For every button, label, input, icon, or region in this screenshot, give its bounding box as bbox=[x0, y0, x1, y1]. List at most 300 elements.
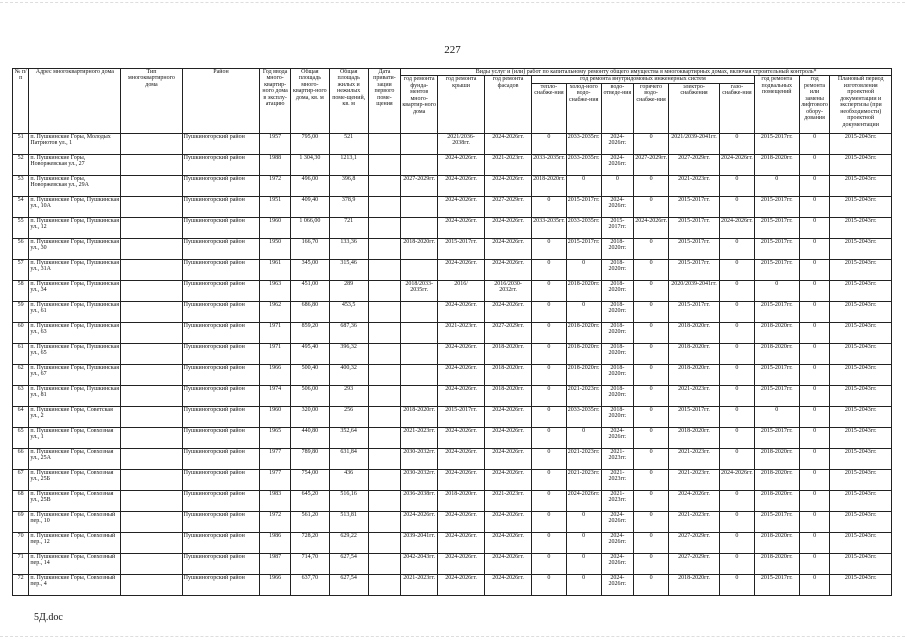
row-roof: 2024-2026гг. bbox=[438, 175, 485, 196]
row-number: 58 bbox=[13, 280, 29, 301]
row-gas: 0 bbox=[720, 196, 755, 217]
row-number: 61 bbox=[13, 343, 29, 364]
row-gas: 2024-2026гг. bbox=[720, 154, 755, 175]
row-address: п. Пушкинские Горы, Пушкинская ул., 10А bbox=[29, 196, 121, 217]
row-cold-water: 0 bbox=[566, 175, 601, 196]
row-total-area: 440,80 bbox=[290, 427, 329, 448]
row-fund: 2036-2038гг. bbox=[401, 490, 438, 511]
row-living-area: 631,84 bbox=[329, 448, 368, 469]
row-district: Пушкиногорский район bbox=[182, 259, 260, 280]
row-total-area: 859,20 bbox=[290, 322, 329, 343]
row-living-area: 293 bbox=[329, 385, 368, 406]
row-basement: 2018-2020гг. bbox=[754, 469, 799, 490]
row-privat-date bbox=[368, 490, 401, 511]
row-number: 54 bbox=[13, 196, 29, 217]
row-hot-water: 0 bbox=[634, 196, 669, 217]
header-gas: газо-снабже-ния bbox=[720, 83, 755, 133]
row-electric: 2027-2029гг. bbox=[668, 532, 719, 553]
row-cold-water: 2015-2017гг. bbox=[566, 238, 601, 259]
row-total-area: 789,80 bbox=[290, 448, 329, 469]
row-fund: 2030-2032гг. bbox=[401, 448, 438, 469]
table-row bbox=[13, 301, 892, 322]
row-basement: 2015-2017гг. bbox=[754, 196, 799, 217]
row-lift: 0 bbox=[799, 385, 830, 406]
row-cold-water: 2018-2020гг. bbox=[566, 280, 601, 301]
row-heat: 0 bbox=[532, 238, 567, 259]
row-roof: 2024-2026гг. bbox=[438, 301, 485, 322]
row-gas: 0 bbox=[720, 322, 755, 343]
row-gas: 0 bbox=[720, 259, 755, 280]
row-district: Пушкиногорский район bbox=[182, 469, 260, 490]
row-plan: 2015-2043гг. bbox=[830, 154, 892, 175]
table-body bbox=[13, 133, 892, 595]
row-cold-water: 2033-2035гг. bbox=[566, 217, 601, 238]
row-sewer: 2018-2020гг. bbox=[601, 322, 634, 343]
row-heat: 0 bbox=[532, 133, 567, 154]
row-privat-date bbox=[368, 301, 401, 322]
row-address: п. Пушкинские Горы, Пушкинская ул., 12 bbox=[29, 217, 121, 238]
row-living-area: 627,54 bbox=[329, 553, 368, 574]
header-lift: год ремонта или замены лифтового обору-дования bbox=[799, 76, 830, 133]
row-heat: 0 bbox=[532, 427, 567, 448]
row-hot-water: 0 bbox=[634, 364, 669, 385]
table-row bbox=[13, 490, 892, 511]
row-address: п. Пушкинские Горы, Советская ул., 2 bbox=[29, 406, 121, 427]
row-privat-date bbox=[368, 406, 401, 427]
row-hot-water: 0 bbox=[634, 469, 669, 490]
row-hot-water: 0 bbox=[634, 133, 669, 154]
row-privat-date bbox=[368, 175, 401, 196]
header-basement: год ремонта подвальных помещений bbox=[754, 76, 799, 133]
row-district: Пушкиногорский район bbox=[182, 301, 260, 322]
row-privat-date bbox=[368, 343, 401, 364]
row-living-area: 687,36 bbox=[329, 322, 368, 343]
row-gas: 0 bbox=[720, 133, 755, 154]
table-row bbox=[13, 154, 892, 175]
row-lift: 0 bbox=[799, 259, 830, 280]
row-facade: 2024-2026гг. bbox=[485, 553, 532, 574]
row-fund bbox=[401, 301, 438, 322]
row-district: Пушкиногорский район bbox=[182, 532, 260, 553]
row-basement: 2015-2017гг. bbox=[754, 133, 799, 154]
row-sewer: 2024-2026гг. bbox=[601, 154, 634, 175]
row-gas: 0 bbox=[720, 280, 755, 301]
row-living-area: 352,64 bbox=[329, 427, 368, 448]
row-hot-water: 0 bbox=[634, 301, 669, 322]
row-hot-water: 0 bbox=[634, 343, 669, 364]
row-type bbox=[121, 574, 182, 595]
row-facade: 2018-2020гг. bbox=[485, 343, 532, 364]
row-heat: 0 bbox=[532, 511, 567, 532]
table-row bbox=[13, 133, 892, 154]
table-row bbox=[13, 175, 892, 196]
row-hot-water: 0 bbox=[634, 427, 669, 448]
row-heat: 0 bbox=[532, 574, 567, 595]
row-cold-water: 2021-2023гг. bbox=[566, 448, 601, 469]
row-address: п. Пушкинские Горы, Пушкинская ул., 81 bbox=[29, 385, 121, 406]
row-district: Пушкиногорский район bbox=[182, 154, 260, 175]
row-number: 51 bbox=[13, 133, 29, 154]
row-sewer: 2024-2026гг. bbox=[601, 427, 634, 448]
row-heat: 0 bbox=[532, 553, 567, 574]
row-hot-water: 0 bbox=[634, 532, 669, 553]
row-gas: 0 bbox=[720, 301, 755, 322]
row-facade: 2024-2026гг. bbox=[485, 259, 532, 280]
row-basement: 2015-2017гг. bbox=[754, 385, 799, 406]
row-type bbox=[121, 259, 182, 280]
header-living-area: Общая площадь жилых и нежилых поме-щений, кв. м bbox=[329, 69, 368, 134]
row-total-area: 686,80 bbox=[290, 301, 329, 322]
row-heat: 0 bbox=[532, 280, 567, 301]
row-hot-water: 0 bbox=[634, 490, 669, 511]
row-plan: 2015-2043гг. bbox=[830, 280, 892, 301]
row-type bbox=[121, 511, 182, 532]
row-heat: 0 bbox=[532, 406, 567, 427]
row-type bbox=[121, 238, 182, 259]
row-electric: 2015-2017гг. bbox=[668, 196, 719, 217]
table-row bbox=[13, 238, 892, 259]
row-lift: 0 bbox=[799, 448, 830, 469]
row-cold-water: 2018-2020гг. bbox=[566, 343, 601, 364]
row-privat-date bbox=[368, 469, 401, 490]
row-cold-water: 2018-2020гг. bbox=[566, 364, 601, 385]
row-electric: 2024-2026гг. bbox=[668, 490, 719, 511]
row-facade: 2024-2026гг. bbox=[485, 448, 532, 469]
row-plan: 2015-2043гг. bbox=[830, 343, 892, 364]
row-living-area: 396,8 bbox=[329, 175, 368, 196]
row-year-built: 1974 bbox=[260, 385, 291, 406]
row-facade: 2024-2026гг. bbox=[485, 406, 532, 427]
row-number: 63 bbox=[13, 385, 29, 406]
row-district: Пушкиногорский район bbox=[182, 574, 260, 595]
row-total-area: 1 304,30 bbox=[290, 154, 329, 175]
row-total-area: 495,40 bbox=[290, 343, 329, 364]
row-gas: 0 bbox=[720, 532, 755, 553]
row-type bbox=[121, 133, 182, 154]
row-basement: 2015-2017гг. bbox=[754, 259, 799, 280]
row-cold-water: 2024-2026гг. bbox=[566, 490, 601, 511]
row-total-area: 645,20 bbox=[290, 490, 329, 511]
row-living-area: 256 bbox=[329, 406, 368, 427]
row-district: Пушкиногорский район bbox=[182, 553, 260, 574]
row-cold-water: 0 bbox=[566, 553, 601, 574]
table-row bbox=[13, 448, 892, 469]
row-gas: 0 bbox=[720, 364, 755, 385]
row-lift: 0 bbox=[799, 469, 830, 490]
table-row bbox=[13, 406, 892, 427]
row-plan: 2015-2043гг. bbox=[830, 196, 892, 217]
row-heat: 0 bbox=[532, 259, 567, 280]
row-type bbox=[121, 196, 182, 217]
table-row bbox=[13, 469, 892, 490]
row-plan: 2015-2043гг. bbox=[830, 364, 892, 385]
table-row bbox=[13, 217, 892, 238]
row-living-area: 1213,1 bbox=[329, 154, 368, 175]
row-number: 62 bbox=[13, 364, 29, 385]
row-address: п. Пушкинские Горы, Совхозная ул., 25В bbox=[29, 490, 121, 511]
row-hot-water: 0 bbox=[634, 511, 669, 532]
row-number: 68 bbox=[13, 490, 29, 511]
row-living-area: 400,32 bbox=[329, 364, 368, 385]
row-address: п. Пушкинские Горы, Новоржевская ул., 27 bbox=[29, 154, 121, 175]
row-fund bbox=[401, 364, 438, 385]
row-gas: 0 bbox=[720, 511, 755, 532]
row-total-area: 795,00 bbox=[290, 133, 329, 154]
row-fund bbox=[401, 196, 438, 217]
row-heat: 0 bbox=[532, 322, 567, 343]
row-privat-date bbox=[368, 553, 401, 574]
row-year-built: 1960 bbox=[260, 217, 291, 238]
row-living-area: 521 bbox=[329, 133, 368, 154]
row-living-area: 315,46 bbox=[329, 259, 368, 280]
row-sewer: 2018-2020гг. bbox=[601, 385, 634, 406]
row-electric: 2015-2017гг. bbox=[668, 238, 719, 259]
row-facade: 2027-2029гг. bbox=[485, 322, 532, 343]
row-plan: 2015-2043гг. bbox=[830, 301, 892, 322]
row-facade: 2024-2026гг. bbox=[485, 427, 532, 448]
row-plan: 2015-2043гг. bbox=[830, 469, 892, 490]
row-fund bbox=[401, 343, 438, 364]
row-facade: 2024-2026гг. bbox=[485, 175, 532, 196]
row-fund: 2030-2032гг. bbox=[401, 469, 438, 490]
row-district: Пушкиногорский район bbox=[182, 280, 260, 301]
row-cold-water: 0 bbox=[566, 259, 601, 280]
row-fund: 2018-2020гг. bbox=[401, 238, 438, 259]
row-cold-water: 2033-2035гг. bbox=[566, 133, 601, 154]
row-plan: 2015-2043гг. bbox=[830, 448, 892, 469]
row-total-area: 496,00 bbox=[290, 175, 329, 196]
scan-bottom-edge bbox=[0, 636, 905, 637]
row-district: Пушкиногорский район bbox=[182, 448, 260, 469]
row-sewer: 2018-2020гг. bbox=[601, 406, 634, 427]
row-address: п. Пушкинские Горы, Новоржевская ул., 29А bbox=[29, 175, 121, 196]
table-row bbox=[13, 553, 892, 574]
row-roof: 2024-2026гг. bbox=[438, 448, 485, 469]
row-year-built: 1963 bbox=[260, 280, 291, 301]
table-row bbox=[13, 280, 892, 301]
row-electric: 2018-2020гг. bbox=[668, 427, 719, 448]
row-district: Пушкиногорский район bbox=[182, 385, 260, 406]
row-address: п. Пушкинские Горы, Пушкинская ул., 63 bbox=[29, 322, 121, 343]
header-electric: электро-снабжения bbox=[668, 83, 719, 133]
table-row bbox=[13, 511, 892, 532]
row-fund: 2018-2020гг. bbox=[401, 406, 438, 427]
row-address: п. Пушкинские Горы, Совхозная ул., 25А bbox=[29, 448, 121, 469]
row-hot-water: 0 bbox=[634, 406, 669, 427]
row-type bbox=[121, 448, 182, 469]
header-num: № п/п bbox=[13, 69, 29, 134]
row-lift: 0 bbox=[799, 574, 830, 595]
row-total-area: 506,00 bbox=[290, 385, 329, 406]
row-roof: 2021/2036-2038гг. bbox=[438, 133, 485, 154]
row-basement: 2015-2017гг. bbox=[754, 301, 799, 322]
row-privat-date bbox=[368, 574, 401, 595]
row-number: 66 bbox=[13, 448, 29, 469]
row-total-area: 409,40 bbox=[290, 196, 329, 217]
row-cold-water: 0 bbox=[566, 511, 601, 532]
row-basement: 2018-2020гг. bbox=[754, 532, 799, 553]
row-roof: 2024-2026гг. bbox=[438, 364, 485, 385]
row-electric: 2015-2017гг. bbox=[668, 301, 719, 322]
row-year-built: 1977 bbox=[260, 469, 291, 490]
row-facade: 2016/2030-2032гг. bbox=[485, 280, 532, 301]
row-roof: 2015-2017гг. bbox=[438, 238, 485, 259]
row-number: 64 bbox=[13, 406, 29, 427]
row-cold-water: 0 bbox=[566, 532, 601, 553]
row-plan: 2015-2043гг. bbox=[830, 259, 892, 280]
row-sewer: 2021-2023гг. bbox=[601, 490, 634, 511]
row-gas: 0 bbox=[720, 238, 755, 259]
row-living-area: 516,16 bbox=[329, 490, 368, 511]
row-plan: 2015-2043гг. bbox=[830, 427, 892, 448]
row-address: п. Пушкинские Горы, Совхозный пер., 10 bbox=[29, 511, 121, 532]
row-type bbox=[121, 469, 182, 490]
header-type: Тип многоквартирного дома bbox=[121, 69, 182, 134]
row-fund bbox=[401, 133, 438, 154]
row-privat-date bbox=[368, 448, 401, 469]
row-basement: 2018-2020гг. bbox=[754, 448, 799, 469]
row-heat: 2033-2035гг. bbox=[532, 217, 567, 238]
row-cold-water: 2033-2035гг. bbox=[566, 406, 601, 427]
row-fund bbox=[401, 259, 438, 280]
row-privat-date bbox=[368, 364, 401, 385]
header-roof: год ремонта крыши bbox=[438, 76, 485, 133]
row-lift: 0 bbox=[799, 511, 830, 532]
table-row bbox=[13, 259, 892, 280]
row-sewer: 2018-2020гг. bbox=[601, 280, 634, 301]
table-row bbox=[13, 322, 892, 343]
row-cold-water: 2015-2017гг. bbox=[566, 196, 601, 217]
header-privat-date: Дата привати-зации первого поме-щения bbox=[368, 69, 401, 134]
row-hot-water: 0 bbox=[634, 574, 669, 595]
row-electric: 2018-2020гг. bbox=[668, 322, 719, 343]
row-year-built: 1966 bbox=[260, 574, 291, 595]
row-address: п. Пушкинские Горы, Совхозная ул., 1 bbox=[29, 427, 121, 448]
table-row bbox=[13, 532, 892, 553]
table-row bbox=[13, 427, 892, 448]
row-cold-water: 0 bbox=[566, 301, 601, 322]
row-number: 59 bbox=[13, 301, 29, 322]
row-roof: 2024-2026гг. bbox=[438, 553, 485, 574]
row-total-area: 320,00 bbox=[290, 406, 329, 427]
row-plan: 2015-2043гг. bbox=[830, 322, 892, 343]
row-gas: 0 bbox=[720, 385, 755, 406]
row-heat: 2018-2020гг. bbox=[532, 175, 567, 196]
row-electric: 2027-2029гг. bbox=[668, 154, 719, 175]
row-address: п. Пушкинские Горы, Совхозный пер., 4 bbox=[29, 574, 121, 595]
row-lift: 0 bbox=[799, 553, 830, 574]
row-electric: 2018-2020гг. bbox=[668, 574, 719, 595]
row-gas: 0 bbox=[720, 574, 755, 595]
row-type bbox=[121, 217, 182, 238]
row-year-built: 1957 bbox=[260, 133, 291, 154]
row-basement: 0 bbox=[754, 175, 799, 196]
row-district: Пушкиногорский район bbox=[182, 322, 260, 343]
row-gas: 0 bbox=[720, 553, 755, 574]
header-group-title: Виды услуг и (или) работ по капитальному ремонту общего имущества в многоквартирных домах, включая строительный контроль* bbox=[401, 69, 892, 76]
table-row bbox=[13, 364, 892, 385]
row-total-area: 166,70 bbox=[290, 238, 329, 259]
row-roof: 2024-2026гг. bbox=[438, 343, 485, 364]
row-district: Пушкиногорский район bbox=[182, 196, 260, 217]
row-gas: 0 bbox=[720, 448, 755, 469]
row-living-area: 627,54 bbox=[329, 574, 368, 595]
row-privat-date bbox=[368, 385, 401, 406]
row-heat: 0 bbox=[532, 385, 567, 406]
row-lift: 0 bbox=[799, 427, 830, 448]
row-roof: 2024-2026гг. bbox=[438, 427, 485, 448]
row-type bbox=[121, 406, 182, 427]
row-number: 71 bbox=[13, 553, 29, 574]
row-electric: 2021-2023гг. bbox=[668, 448, 719, 469]
row-district: Пушкиногорский район bbox=[182, 406, 260, 427]
row-gas: 0 bbox=[720, 427, 755, 448]
row-type bbox=[121, 154, 182, 175]
row-plan: 2015-2043гг. bbox=[830, 175, 892, 196]
row-hot-water: 2024-2026гг. bbox=[634, 217, 669, 238]
row-district: Пушкиногорский район bbox=[182, 133, 260, 154]
row-cold-water: 0 bbox=[566, 427, 601, 448]
row-sewer: 2024-2026гг. bbox=[601, 532, 634, 553]
row-plan: 2015-2043гг. bbox=[830, 406, 892, 427]
row-privat-date bbox=[368, 217, 401, 238]
row-roof: 2024-2026гг. bbox=[438, 196, 485, 217]
row-facade: 2024-2026гг. bbox=[485, 511, 532, 532]
row-heat: 0 bbox=[532, 532, 567, 553]
row-facade: 2018-2020гг. bbox=[485, 385, 532, 406]
row-district: Пушкиногорский район bbox=[182, 364, 260, 385]
row-lift: 0 bbox=[799, 406, 830, 427]
row-fund bbox=[401, 322, 438, 343]
row-facade: 2027-2029гг. bbox=[485, 196, 532, 217]
row-gas: 2024-2026гг. bbox=[720, 217, 755, 238]
row-type bbox=[121, 301, 182, 322]
row-facade: 2024-2026гг. bbox=[485, 532, 532, 553]
header-year-built: Год ввода много-квартир-ного дома в эксплу-атацию bbox=[260, 69, 291, 134]
row-plan: 2015-2043гг. bbox=[830, 490, 892, 511]
row-electric: 2015-2017гг. bbox=[668, 217, 719, 238]
row-address: п. Пушкинские Горы, Совхозный пер., 14 bbox=[29, 553, 121, 574]
header-internal-group: год ремонта внутридомовых инженерных систем bbox=[532, 76, 755, 83]
row-lift: 0 bbox=[799, 175, 830, 196]
row-privat-date bbox=[368, 532, 401, 553]
row-year-built: 1966 bbox=[260, 364, 291, 385]
row-hot-water: 0 bbox=[634, 175, 669, 196]
row-fund: 2021-2023гг. bbox=[401, 574, 438, 595]
row-year-built: 1972 bbox=[260, 175, 291, 196]
row-sewer: 2024-2026гг. bbox=[601, 511, 634, 532]
row-roof: 2024-2026гг. bbox=[438, 511, 485, 532]
row-heat: 0 bbox=[532, 196, 567, 217]
row-sewer: 2024-2026гг. bbox=[601, 133, 634, 154]
row-sewer: 2021-2023гг. bbox=[601, 469, 634, 490]
row-basement: 2018-2020гг. bbox=[754, 490, 799, 511]
row-fund: 2021-2023гг. bbox=[401, 427, 438, 448]
row-living-area: 629,22 bbox=[329, 532, 368, 553]
row-total-area: 714,70 bbox=[290, 553, 329, 574]
row-living-area: 721 bbox=[329, 217, 368, 238]
page-number: 227 bbox=[444, 44, 461, 56]
row-basement: 2018-2020гг. bbox=[754, 154, 799, 175]
header-fund: год ремонта фунда-ментов много-квартир-ного дома bbox=[401, 76, 438, 133]
row-facade: 2018-2020гг. bbox=[485, 364, 532, 385]
row-gas: 0 bbox=[720, 343, 755, 364]
row-facade: 2021-2023гг. bbox=[485, 154, 532, 175]
row-total-area: 500,40 bbox=[290, 364, 329, 385]
row-facade: 2024-2026гг. bbox=[485, 217, 532, 238]
row-number: 60 bbox=[13, 322, 29, 343]
row-privat-date bbox=[368, 238, 401, 259]
